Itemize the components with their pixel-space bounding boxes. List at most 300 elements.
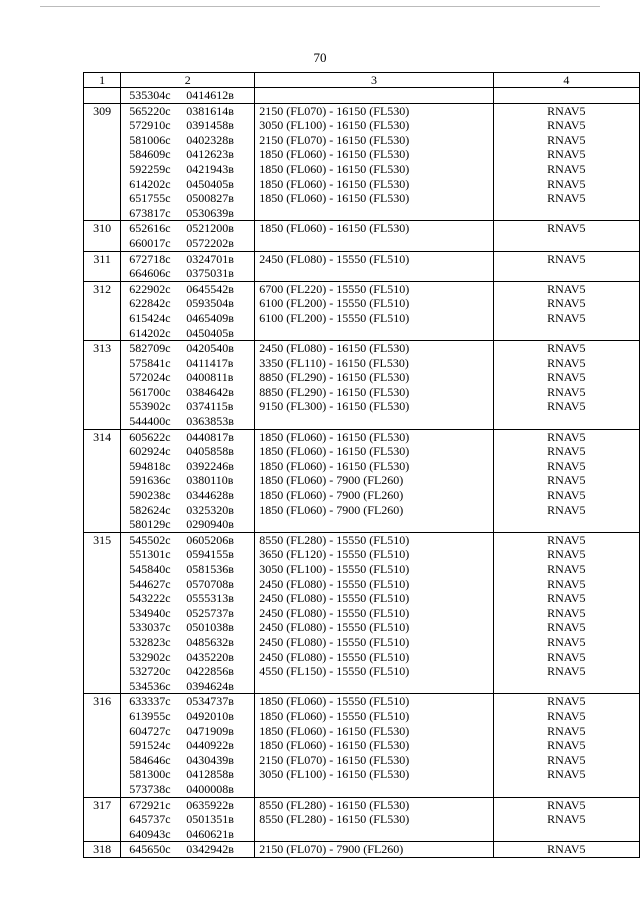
nav-spec-cell: [493, 281, 639, 340]
coordinate-line: [121, 206, 254, 221]
level-range: 4550 (FL150) - 15550 (FL510): [259, 664, 410, 679]
latitude: 640943с: [129, 826, 171, 841]
longitude: 0440922в: [186, 738, 234, 753]
nav-spec-cell: [493, 842, 639, 858]
nav-spec: RNAV5: [547, 738, 586, 753]
coordinate-line: [121, 812, 254, 827]
level-range: 1850 (FL060) - 7900 (FL260): [259, 488, 404, 503]
coordinates-cell: [121, 797, 255, 842]
table-row: [84, 221, 640, 251]
longitude: 0412623в: [186, 147, 234, 162]
table-row: [84, 694, 640, 797]
nav-spec: RNAV5: [547, 370, 586, 385]
level-range: 3050 (FL100) - 15550 (FL510): [259, 562, 410, 576]
coordinate-line: [121, 147, 254, 162]
level-range: 8550 (FL280) - 16150 (FL530): [259, 797, 410, 812]
coordinate-line: [121, 162, 254, 177]
level-range: 1850 (FL060) - 16150 (FL530): [259, 429, 410, 444]
longitude: 0485632в: [186, 634, 234, 649]
longitude: 0363853в: [186, 414, 234, 429]
nav-spec-cell: [493, 532, 639, 694]
longitude: 0384642в: [186, 384, 234, 399]
longitude: 0400008в: [186, 781, 234, 796]
level-range: 1850 (FL060) - 7900 (FL260): [259, 473, 404, 488]
table-row: [84, 103, 640, 221]
levels-cell: [255, 341, 493, 430]
longitude: 0394624в: [186, 678, 234, 693]
level-range: 8850 (FL290) - 16150 (FL530): [259, 384, 410, 399]
latitude: 633337с: [129, 694, 171, 709]
longitude: 0534737в: [186, 694, 234, 709]
nav-spec: RNAV5: [547, 708, 586, 723]
coordinate-line: [121, 738, 254, 753]
longitude: 0392246в: [186, 458, 234, 473]
latitude: 532902с: [129, 649, 171, 664]
coordinate-line: [121, 118, 254, 133]
nav-spec: RNAV5: [547, 723, 586, 738]
column-header-4: 4: [493, 73, 639, 88]
latitude: 584609с: [129, 147, 171, 162]
longitude: 0570708в: [186, 576, 234, 591]
coordinate-line: [121, 104, 254, 119]
levels-cell: [255, 797, 493, 842]
longitude: 0342942в: [186, 842, 234, 857]
latitude: 592259с: [129, 161, 171, 176]
latitude: 581300с: [129, 767, 171, 782]
coordinate-line: [121, 191, 254, 206]
latitude: 594818с: [129, 458, 171, 473]
latitude: 534940с: [129, 605, 171, 620]
coordinate-line: [121, 694, 254, 709]
longitude: 0375031в: [186, 266, 234, 281]
nav-spec: RNAV5: [547, 281, 586, 296]
level-range: 3350 (FL110) - 16150 (FL530): [259, 355, 409, 370]
nav-spec: RNAV5: [547, 591, 586, 606]
latitude: 591524с: [129, 738, 171, 753]
level-range: 1850 (FL060) - 16150 (FL530): [259, 444, 410, 459]
latitude: 584646с: [129, 752, 171, 767]
longitude: 0555313в: [186, 591, 234, 606]
longitude: 0572202в: [186, 235, 234, 250]
level-range: 2450 (FL080) - 16150 (FL530): [259, 341, 410, 356]
table-row: [84, 842, 640, 858]
level-range: 2150 (FL070) - 16150 (FL530): [259, 752, 410, 767]
nav-spec-cell: [493, 103, 639, 221]
longitude: 0412858в: [186, 767, 234, 782]
nav-spec: RNAV5: [547, 649, 586, 664]
coordinate-line: [121, 473, 254, 488]
level-range: 1850 (FL060) - 16150 (FL530): [259, 147, 410, 162]
coordinate-line: [121, 488, 254, 503]
level-range: 1850 (FL060) - 16150 (FL530): [259, 161, 410, 176]
page-number: 70: [313, 50, 327, 65]
longitude: 0593504в: [186, 296, 234, 311]
level-range: 1850 (FL060) - 15550 (FL510): [259, 708, 410, 723]
latitude: 651755с: [129, 191, 171, 206]
level-range: 2450 (FL080) - 15550 (FL510): [259, 649, 410, 664]
latitude: 532720с: [129, 664, 171, 679]
levels-cell: [255, 842, 493, 858]
row-number: 314: [84, 429, 121, 532]
longitude: 0501038в: [186, 620, 234, 635]
level-range: 1850 (FL060) - 7900 (FL260): [259, 502, 404, 517]
level-range: 9150 (FL300) - 16150 (FL530): [259, 399, 410, 414]
coordinate-line: [121, 266, 254, 281]
longitude: 0374115в: [186, 399, 234, 414]
level-range: 1850 (FL060) - 16150 (FL530): [259, 221, 410, 236]
longitude: 0325320в: [186, 502, 234, 517]
level-range: 2450 (FL080) - 15550 (FL510): [259, 576, 410, 591]
longitude: 0460621в: [186, 826, 234, 841]
nav-spec-cell: [493, 341, 639, 430]
table-row: [84, 88, 640, 104]
coordinate-line: [121, 296, 254, 311]
latitude: 622842с: [129, 296, 171, 311]
nav-spec: RNAV5: [547, 296, 586, 311]
longitude: 0465409в: [186, 310, 234, 325]
coordinate-line: [121, 311, 254, 326]
coordinate-line: [121, 252, 254, 267]
row-number: 311: [84, 251, 121, 281]
latitude: 534536с: [129, 678, 171, 693]
longitude: 0605206в: [186, 532, 234, 547]
longitude: 0344628в: [186, 488, 234, 503]
level-range: 1850 (FL060) - 16150 (FL530): [259, 458, 410, 473]
coordinate-line: [121, 326, 254, 341]
nav-spec: RNAV5: [547, 161, 586, 176]
latitude: 660017с: [129, 235, 171, 250]
latitude: 532823с: [129, 634, 171, 649]
latitude: 545840с: [129, 562, 171, 576]
nav-spec: RNAV5: [547, 752, 586, 767]
level-range: 3650 (FL120) - 15550 (FL510): [259, 547, 410, 562]
nav-spec: RNAV5: [547, 767, 586, 782]
latitude: 672921с: [129, 797, 171, 812]
latitude: 605622с: [129, 429, 171, 444]
coordinate-line: [121, 356, 254, 371]
nav-spec: RNAV5: [547, 399, 586, 414]
level-range: 2450 (FL080) - 15550 (FL510): [259, 591, 410, 606]
nav-spec: RNAV5: [547, 429, 586, 444]
coordinate-line: [121, 767, 254, 782]
levels-cell: [255, 694, 493, 797]
nav-spec: RNAV5: [547, 605, 586, 620]
coordinate-line: [121, 385, 254, 400]
coordinate-line: [121, 650, 254, 665]
longitude: 0402328в: [186, 132, 234, 147]
nav-spec: RNAV5: [547, 812, 586, 827]
latitude: 604727с: [129, 723, 171, 738]
longitude: 0421943в: [186, 161, 234, 176]
longitude: 0471909в: [186, 723, 234, 738]
level-range: 3050 (FL100) - 16150 (FL530): [259, 767, 410, 782]
longitude: 0450405в: [186, 176, 234, 191]
longitude: 0521200в: [186, 221, 234, 236]
levels-cell: [255, 281, 493, 340]
nav-spec-cell: [493, 797, 639, 842]
latitude: 582624с: [129, 502, 171, 517]
level-range: 2150 (FL070) - 16150 (FL530): [259, 103, 410, 118]
coordinates-cell: [121, 341, 255, 430]
latitude: 580129с: [129, 517, 171, 532]
latitude: 613955с: [129, 708, 171, 723]
coordinates-cell: [121, 842, 255, 858]
latitude: 614202с: [129, 176, 171, 191]
coordinates-cell: [121, 251, 255, 281]
nav-spec: RNAV5: [547, 694, 586, 709]
nav-spec: RNAV5: [547, 191, 586, 206]
latitude: 615424с: [129, 310, 171, 325]
row-number: [84, 88, 121, 104]
row-number: 310: [84, 221, 121, 251]
coordinate-line: [121, 459, 254, 474]
latitude: 561700с: [129, 384, 171, 399]
row-number: 309: [84, 103, 121, 221]
nav-spec-cell: [493, 251, 639, 281]
levels-cell: [255, 429, 493, 532]
longitude: 0422856в: [186, 664, 234, 679]
nav-spec: RNAV5: [547, 176, 586, 191]
level-range: 2450 (FL080) - 15550 (FL510): [259, 251, 410, 266]
latitude: 553902с: [129, 399, 171, 414]
coordinate-line: [121, 664, 254, 679]
nav-spec: RNAV5: [547, 797, 586, 812]
longitude: 0324701в: [186, 251, 234, 266]
table-row: [84, 281, 640, 340]
latitude: 602924с: [129, 444, 171, 459]
coordinate-line: [121, 635, 254, 650]
level-range: 2150 (FL070) - 7900 (FL260): [259, 842, 404, 857]
longitude: 0430439в: [186, 752, 234, 767]
coordinate-line: [121, 547, 254, 562]
latitude: 573738с: [129, 781, 171, 796]
longitude: 0400811в: [186, 370, 234, 385]
row-number: 315: [84, 532, 121, 694]
coordinate-line: [121, 577, 254, 592]
coordinate-line: [121, 533, 254, 548]
level-range: 2450 (FL080) - 15550 (FL510): [259, 620, 410, 635]
latitude: 572910с: [129, 118, 171, 133]
coordinate-line: [121, 414, 254, 429]
level-range: 2450 (FL080) - 15550 (FL510): [259, 605, 410, 620]
coordinate-line: [121, 798, 254, 813]
column-header-3: 3: [255, 73, 493, 88]
latitude: 575841с: [129, 355, 171, 370]
coordinates-cell: [121, 429, 255, 532]
longitude: 0411417в: [186, 355, 234, 370]
nav-spec: RNAV5: [547, 458, 586, 473]
nav-spec: RNAV5: [547, 502, 586, 517]
level-range: 1850 (FL060) - 16150 (FL530): [259, 723, 410, 738]
levels-cell: [255, 103, 493, 221]
route-table: [83, 72, 640, 858]
latitude: 645650с: [129, 842, 171, 857]
nav-spec: RNAV5: [547, 310, 586, 325]
coordinate-line: [121, 724, 254, 739]
coordinate-line: [121, 562, 254, 577]
levels-cell: [255, 532, 493, 694]
nav-spec: RNAV5: [547, 547, 586, 562]
table-row: [84, 429, 640, 532]
level-range: 6700 (FL220) - 15550 (FL510): [259, 281, 410, 296]
coordinate-line: [121, 221, 254, 236]
longitude: 0581536в: [186, 562, 234, 576]
latitude: 645737с: [129, 812, 171, 827]
column-header-1: 1: [84, 73, 121, 88]
level-range: 2450 (FL080) - 15550 (FL510): [259, 634, 410, 649]
level-range: 8550 (FL280) - 15550 (FL510): [259, 532, 410, 547]
nav-spec: RNAV5: [547, 132, 586, 147]
level-range: 1850 (FL060) - 16150 (FL530): [259, 191, 410, 206]
coordinates-cell: [121, 103, 255, 221]
nav-spec-cell: [493, 221, 639, 251]
table-row: [84, 532, 640, 694]
coordinate-line: [121, 133, 254, 148]
coordinate-line: [121, 620, 254, 635]
coordinate-line: [121, 282, 254, 297]
latitude: 565220с: [129, 103, 171, 118]
nav-spec: RNAV5: [547, 842, 586, 857]
coordinate-line: [121, 782, 254, 797]
coordinate-line: [121, 88, 254, 103]
latitude: 535304с: [129, 88, 171, 102]
nav-spec: RNAV5: [547, 664, 586, 679]
table-row: [84, 797, 640, 842]
latitude: 544400с: [129, 414, 171, 429]
nav-spec: RNAV5: [547, 384, 586, 399]
nav-spec: RNAV5: [547, 251, 586, 266]
level-range: 2150 (FL070) - 16150 (FL530): [259, 132, 410, 147]
longitude: 0290940в: [186, 517, 234, 532]
latitude: 622902с: [129, 281, 171, 296]
longitude: 0501351в: [186, 812, 234, 827]
coordinates-cell: [121, 281, 255, 340]
longitude: 0525737в: [186, 605, 234, 620]
row-number: 316: [84, 694, 121, 797]
latitude: 545502с: [129, 532, 171, 547]
coordinates-cell: [121, 532, 255, 694]
latitude: 652616с: [129, 221, 171, 236]
longitude: 0381614в: [186, 103, 234, 118]
coordinate-line: [121, 517, 254, 532]
coordinates-cell: [121, 694, 255, 797]
coordinates-cell: [121, 88, 255, 104]
latitude: 664606с: [129, 266, 171, 281]
coordinate-line: [121, 430, 254, 445]
coordinate-line: [121, 370, 254, 385]
table-row: [84, 251, 640, 281]
table-row: [84, 341, 640, 430]
level-range: 1850 (FL060) - 16150 (FL530): [259, 176, 410, 191]
level-range: 8550 (FL280) - 16150 (FL530): [259, 812, 410, 827]
levels-cell: [255, 221, 493, 251]
longitude: 0391458в: [186, 118, 234, 133]
row-number: 318: [84, 842, 121, 858]
level-range: 6100 (FL200) - 15550 (FL510): [259, 310, 410, 325]
latitude: 672718с: [129, 251, 171, 266]
coordinate-line: [121, 341, 254, 356]
longitude: 0450405в: [186, 325, 234, 340]
coordinate-line: [121, 753, 254, 768]
coordinate-line: [121, 503, 254, 518]
coordinate-line: [121, 679, 254, 694]
row-number: 313: [84, 341, 121, 430]
top-rule: [40, 6, 600, 7]
coordinate-line: [121, 842, 254, 857]
nav-spec: RNAV5: [547, 355, 586, 370]
latitude: 533037с: [129, 620, 171, 635]
longitude: 0405858в: [186, 444, 234, 459]
row-number: 312: [84, 281, 121, 340]
column-header-2: 2: [121, 73, 255, 88]
level-range: 3050 (FL100) - 16150 (FL530): [259, 118, 410, 133]
nav-spec: RNAV5: [547, 634, 586, 649]
latitude: 591636с: [129, 473, 171, 488]
nav-spec: RNAV5: [547, 473, 586, 488]
levels-cell: [255, 251, 493, 281]
nav-spec: RNAV5: [547, 444, 586, 459]
nav-spec-cell: [493, 694, 639, 797]
coordinate-line: [121, 236, 254, 251]
nav-spec: RNAV5: [547, 103, 586, 118]
levels-cell: [255, 88, 493, 104]
latitude: 673817с: [129, 205, 171, 220]
nav-spec-cell: [493, 88, 639, 104]
longitude: 0645542в: [186, 281, 234, 296]
latitude: 551301с: [129, 547, 171, 562]
nav-spec: RNAV5: [547, 576, 586, 591]
level-range: 1850 (FL060) - 16150 (FL530): [259, 738, 410, 753]
coordinate-line: [121, 177, 254, 192]
nav-spec: RNAV5: [547, 341, 586, 356]
level-range: 8850 (FL290) - 16150 (FL530): [259, 370, 410, 385]
coordinate-line: [121, 591, 254, 606]
latitude: 581006с: [129, 132, 171, 147]
latitude: 614202с: [129, 325, 171, 340]
latitude: 544627с: [129, 576, 171, 591]
longitude: 0440817в: [186, 429, 234, 444]
nav-spec: RNAV5: [547, 562, 586, 576]
longitude: 0635922в: [186, 797, 234, 812]
coordinate-line: [121, 606, 254, 621]
nav-spec: RNAV5: [547, 532, 586, 547]
longitude: 0435220в: [186, 649, 234, 664]
table-body: [84, 88, 640, 858]
row-number: 317: [84, 797, 121, 842]
latitude: 572024с: [129, 370, 171, 385]
level-range: 1850 (FL060) - 15550 (FL510): [259, 694, 410, 709]
nav-spec: RNAV5: [547, 488, 586, 503]
longitude: 0380110в: [186, 473, 234, 488]
nav-spec: RNAV5: [547, 620, 586, 635]
longitude: 0530639в: [186, 205, 234, 220]
coordinate-line: [121, 399, 254, 414]
longitude: 0492010в: [186, 708, 234, 723]
longitude: 0420540в: [186, 341, 234, 356]
longitude: 0594155в: [186, 547, 234, 562]
nav-spec: RNAV5: [547, 221, 586, 236]
coordinate-line: [121, 827, 254, 842]
latitude: 582709с: [129, 341, 171, 356]
level-range: 6100 (FL200) - 15550 (FL510): [259, 296, 410, 311]
latitude: 590238с: [129, 488, 171, 503]
header-row: [84, 73, 640, 88]
coordinate-line: [121, 709, 254, 724]
nav-spec: RNAV5: [547, 118, 586, 133]
longitude: 0500827в: [186, 191, 234, 206]
nav-spec-cell: [493, 429, 639, 532]
coordinates-cell: [121, 221, 255, 251]
